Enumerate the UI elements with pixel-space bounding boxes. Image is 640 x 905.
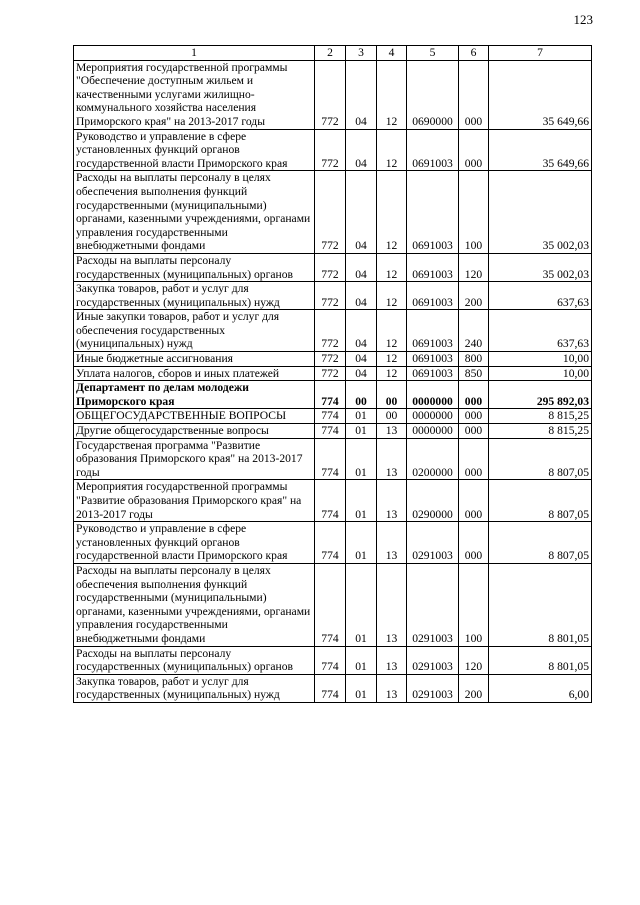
item-name: Иные закупки товаров, работ и услуг для обеспечения государственных (муниципальных) нужд [74, 310, 315, 352]
target-article-code: 0690000 [407, 60, 459, 129]
section-code: 04 [346, 366, 377, 381]
item-name: Департамент по делам молодежи Приморского края [74, 381, 315, 409]
amount: 637,63 [489, 310, 592, 352]
table-row [74, 310, 592, 352]
amount: 295 892,03 [489, 381, 592, 409]
ministry-code: 774 [315, 438, 346, 480]
ministry-code: 774 [315, 563, 346, 646]
subsection-code: 00 [377, 409, 407, 424]
target-article-code: 0291003 [407, 563, 459, 646]
section-code: 00 [346, 381, 377, 409]
subsection-code: 12 [377, 282, 407, 310]
subsection-code: 12 [377, 129, 407, 171]
expense-type-code: 800 [459, 352, 489, 367]
table-row [74, 674, 592, 702]
amount: 10,00 [489, 366, 592, 381]
subsection-code: 12 [377, 310, 407, 352]
expense-type-code: 000 [459, 424, 489, 439]
table-row [74, 253, 592, 281]
section-code: 04 [346, 171, 377, 254]
section-code: 04 [346, 253, 377, 281]
expense-type-code: 100 [459, 563, 489, 646]
table-row [74, 480, 592, 522]
amount: 8 801,05 [489, 563, 592, 646]
subsection-code: 12 [377, 171, 407, 254]
table-row [74, 438, 592, 480]
amount: 637,63 [489, 282, 592, 310]
column-header: 5 [407, 46, 459, 61]
table-row [74, 129, 592, 171]
item-name: Государственая программа "Развитие образования Приморского края" на 2013-2017 годы [74, 438, 315, 480]
section-code: 01 [346, 409, 377, 424]
target-article-code: 0291003 [407, 646, 459, 674]
amount: 8 807,05 [489, 438, 592, 480]
amount: 6,00 [489, 674, 592, 702]
item-name: Мероприятия государственной программы "Обеспечение доступным жильем и качественными услугами жилищно-коммунального хозяйства населения Приморского края" на 2013-2017 годы [74, 60, 315, 129]
amount: 35 002,03 [489, 171, 592, 254]
section-code: 01 [346, 674, 377, 702]
target-article-code: 0691003 [407, 310, 459, 352]
table-row [74, 282, 592, 310]
target-article-code: 0691003 [407, 366, 459, 381]
item-name: Уплата налогов, сборов и иных платежей [74, 366, 315, 381]
item-name: Расходы на выплаты персоналу государственных (муниципальных) органов [74, 646, 315, 674]
table-row [74, 366, 592, 381]
amount: 8 815,25 [489, 424, 592, 439]
expense-type-code: 000 [459, 409, 489, 424]
column-header: 4 [377, 46, 407, 61]
expense-type-code: 120 [459, 253, 489, 281]
ministry-code: 774 [315, 424, 346, 439]
amount: 8 815,25 [489, 409, 592, 424]
subsection-code: 12 [377, 366, 407, 381]
expense-type-code: 120 [459, 646, 489, 674]
item-name: Закупка товаров, работ и услуг для государственных (муниципальных) нужд [74, 282, 315, 310]
subsection-code: 00 [377, 381, 407, 409]
expense-type-code: 000 [459, 129, 489, 171]
amount: 35 002,03 [489, 253, 592, 281]
table-row [74, 60, 592, 129]
subsection-code: 12 [377, 60, 407, 129]
ministry-code: 772 [315, 366, 346, 381]
section-code: 04 [346, 60, 377, 129]
item-name: ОБЩЕГОСУДАРСТВЕННЫЕ ВОПРОСЫ [74, 409, 315, 424]
target-article-code: 0691003 [407, 129, 459, 171]
expense-type-code: 000 [459, 438, 489, 480]
section-code: 01 [346, 424, 377, 439]
expense-type-code: 000 [459, 381, 489, 409]
amount: 35 649,66 [489, 129, 592, 171]
expense-type-code: 200 [459, 282, 489, 310]
target-article-code: 0000000 [407, 381, 459, 409]
target-article-code: 0000000 [407, 409, 459, 424]
section-code: 04 [346, 352, 377, 367]
target-article-code: 0691003 [407, 282, 459, 310]
ministry-code: 772 [315, 60, 346, 129]
column-header: 7 [489, 46, 592, 61]
target-article-code: 0291003 [407, 674, 459, 702]
item-name: Закупка товаров, работ и услуг для государственных (муниципальных) нужд [74, 674, 315, 702]
expense-type-code: 000 [459, 480, 489, 522]
amount: 8 807,05 [489, 480, 592, 522]
ministry-code: 772 [315, 310, 346, 352]
subsection-code: 13 [377, 563, 407, 646]
target-article-code: 0290000 [407, 480, 459, 522]
item-name: Руководство и управление в сфере установленных функций органов государственной власти Приморского края [74, 129, 315, 171]
subsection-code: 13 [377, 674, 407, 702]
table-row [74, 563, 592, 646]
section-code: 04 [346, 129, 377, 171]
section-code: 04 [346, 282, 377, 310]
column-header: 6 [459, 46, 489, 61]
ministry-code: 774 [315, 522, 346, 564]
expense-type-code: 200 [459, 674, 489, 702]
item-name: Иные бюджетные ассигнования [74, 352, 315, 367]
section-code: 04 [346, 310, 377, 352]
table-row [74, 522, 592, 564]
table-row [74, 646, 592, 674]
amount: 10,00 [489, 352, 592, 367]
target-article-code: 0691003 [407, 352, 459, 367]
target-article-code: 0691003 [407, 253, 459, 281]
table-row [74, 409, 592, 424]
item-name: Расходы на выплаты персоналу в целях обеспечения выполнения функций государственными (муниципальными) органами, казенными учреждениями, органами управления государственными внебюджетными фондами [74, 563, 315, 646]
section-code: 01 [346, 522, 377, 564]
table-row [74, 424, 592, 439]
expense-type-code: 240 [459, 310, 489, 352]
item-name: Руководство и управление в сфере установленных функций органов государственной власти Приморского края [74, 522, 315, 564]
amount: 8 807,05 [489, 522, 592, 564]
ministry-code: 774 [315, 409, 346, 424]
ministry-code: 774 [315, 646, 346, 674]
column-header: 1 [74, 46, 315, 61]
page-number: 123 [573, 12, 593, 27]
subsection-code: 12 [377, 352, 407, 367]
expense-type-code: 000 [459, 522, 489, 564]
subsection-code: 12 [377, 253, 407, 281]
header-row [74, 46, 592, 61]
expense-type-code: 850 [459, 366, 489, 381]
table-row [74, 171, 592, 254]
column-header: 2 [315, 46, 346, 61]
subsection-code: 13 [377, 480, 407, 522]
table-row [74, 381, 592, 409]
target-article-code: 0691003 [407, 171, 459, 254]
column-header: 3 [346, 46, 377, 61]
target-article-code: 0000000 [407, 424, 459, 439]
item-name: Мероприятия государственной программы "Развитие образования Приморского края" на 2013-2017 годы [74, 480, 315, 522]
item-name: Другие общегосударственные вопросы [74, 424, 315, 439]
ministry-code: 772 [315, 352, 346, 367]
ministry-code: 774 [315, 381, 346, 409]
section-code: 01 [346, 480, 377, 522]
ministry-code: 772 [315, 171, 346, 254]
section-code: 01 [346, 563, 377, 646]
subsection-code: 13 [377, 646, 407, 674]
amount: 8 801,05 [489, 646, 592, 674]
target-article-code: 0200000 [407, 438, 459, 480]
ministry-code: 774 [315, 480, 346, 522]
section-code: 01 [346, 438, 377, 480]
ministry-code: 774 [315, 674, 346, 702]
item-name: Расходы на выплаты персоналу государственных (муниципальных) органов [74, 253, 315, 281]
subsection-code: 13 [377, 438, 407, 480]
target-article-code: 0291003 [407, 522, 459, 564]
ministry-code: 772 [315, 129, 346, 171]
ministry-code: 772 [315, 282, 346, 310]
ministry-code: 772 [315, 253, 346, 281]
subsection-code: 13 [377, 522, 407, 564]
subsection-code: 13 [377, 424, 407, 439]
table-row [74, 352, 592, 367]
budget-table [73, 45, 592, 703]
expense-type-code: 100 [459, 171, 489, 254]
expense-type-code: 000 [459, 60, 489, 129]
section-code: 01 [346, 646, 377, 674]
item-name: Расходы на выплаты персоналу в целях обеспечения выполнения функций государственными (муниципальными) органами, казенными учреждениями, органами управления государственными внебюджетными фондами [74, 171, 315, 254]
amount: 35 649,66 [489, 60, 592, 129]
